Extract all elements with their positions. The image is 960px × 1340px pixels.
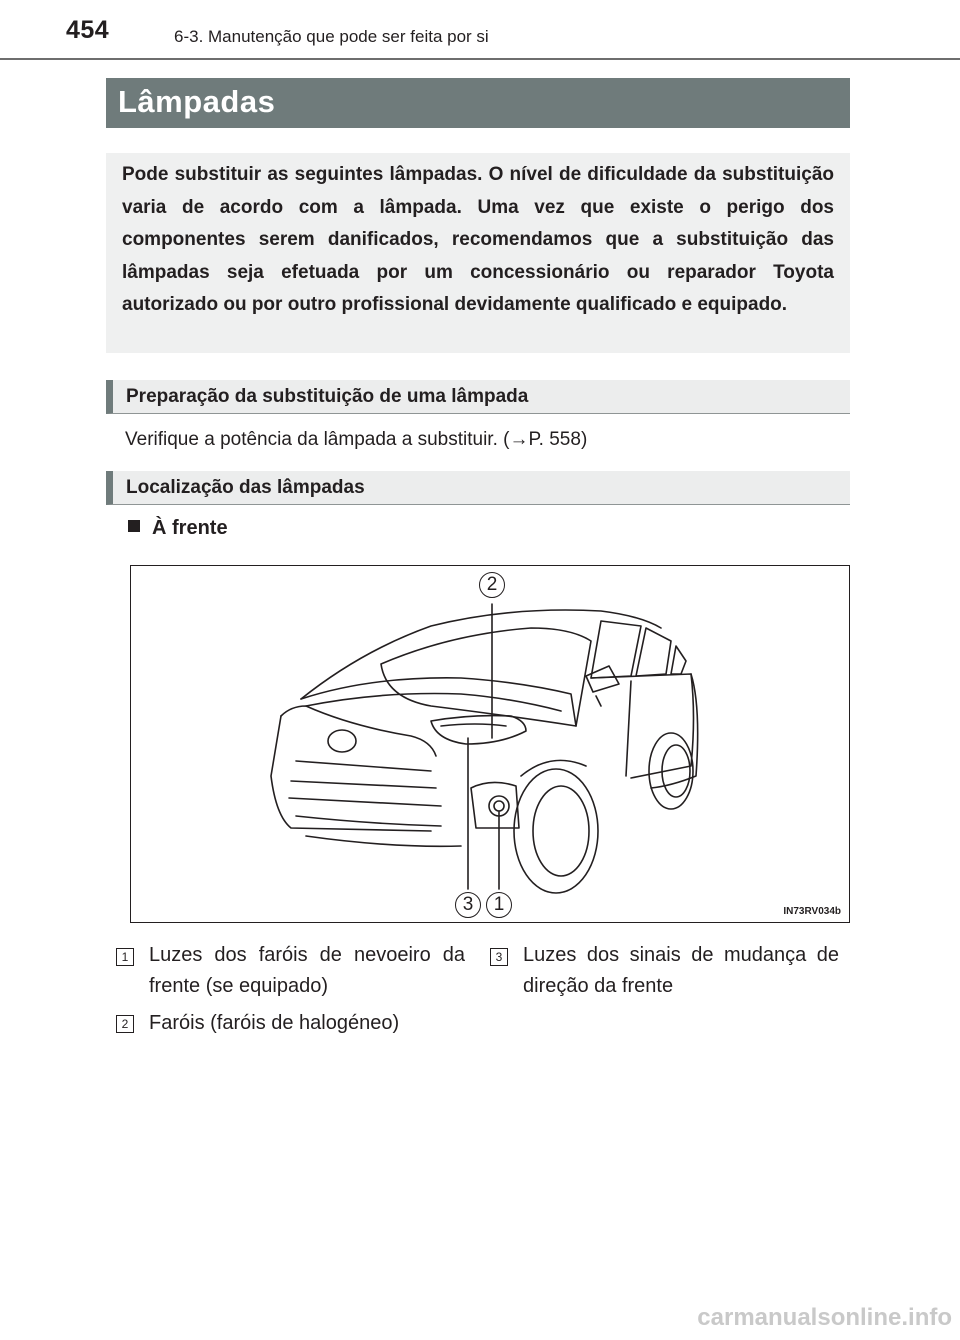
intro-text: Pode substituir as seguintes lâmpadas. O nível de dificuldade da substituição varia de acordo com a lâmpada. Uma vez que existe o perigo dos componentes serem danificados, recomendamos que a substituição das lâmpadas seja efetuada por um concessionário ou reparador Toyota autorizado ou por outro profissional devidamente qualificado e equipado. <box>122 164 834 315</box>
front-subheading-text: À frente <box>152 517 228 539</box>
figure-code: IN73RV034b <box>783 906 841 917</box>
legend-text-3: Luzes dos sinais de mudança de direção da frente <box>523 944 839 997</box>
callout-2: 2 <box>479 572 505 598</box>
preparation-heading <box>106 380 850 414</box>
legend-text-1: Luzes dos faróis de nevoeiro da frente (se equipado) <box>149 944 465 997</box>
watermark: carmanualsonline.info <box>697 1304 952 1331</box>
legend-text-2: Faróis (faróis de halogéneo) <box>149 1012 400 1034</box>
front-car-illustration <box>130 565 850 923</box>
location-heading-text: Localização das lâmpadas <box>126 477 365 498</box>
preparation-heading-text: Preparação da substituição de uma lâmpada <box>126 386 529 407</box>
title-bar <box>106 78 850 128</box>
legend-num-3: 3 <box>490 948 508 966</box>
section-header: 6-3. Manutenção que pode ser feita por si <box>174 27 489 46</box>
preparation-text: Verifique a potência da lâmpada a substituir. (→P. 558) <box>125 429 588 450</box>
page-number: 454 <box>66 16 110 44</box>
square-bullet-icon <box>128 520 140 532</box>
front-subheading <box>128 517 228 540</box>
callout-3: 3 <box>455 892 481 918</box>
legend-num-1: 1 <box>116 948 134 966</box>
callout-1: 1 <box>486 892 512 918</box>
car-drawing-icon <box>131 566 849 922</box>
intro-box <box>106 153 850 353</box>
location-heading <box>106 471 850 505</box>
legend-num-2: 2 <box>116 1015 134 1033</box>
page-title: Lâmpadas <box>118 84 276 119</box>
header-divider <box>0 58 960 60</box>
